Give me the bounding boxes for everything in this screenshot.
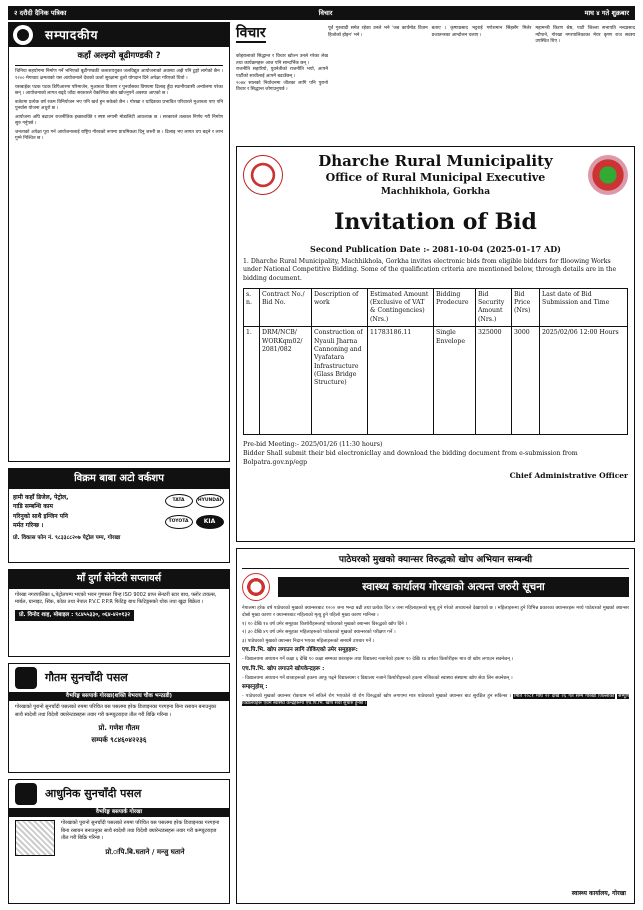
editorial-paragraph: आयोजना अघि बढाउन राजनीतिक इच्छाशक्ति र स्पष्ट लगानी मोडालिटी आवश्यक छ । सरकारले तत्काल निर्णय गरी निर्माण सुरु गर्नुपर्छ । <box>15 114 223 127</box>
left-column <box>8 22 230 904</box>
bid-submission-note: Bidder Shall submit their bid electronicllay and download the bidding document from e-submission from Bolpatra.gov.np/egp <box>243 450 578 467</box>
news-columns-top <box>328 26 635 46</box>
editorial-label: सम्पादकीय <box>45 27 99 42</box>
ad-title: माँ दुर्गा सेनेटरी सप्लायर्स <box>9 570 229 589</box>
ad-body: गोरखाको पुरानो सुनचाँदी पसलको रुपमा परिचित यस पसलमा हरेक डिजाइनका गरगहना बिना रसायन बनाउनुका साथै स्वदेशी तथा विदेशी क्यारेन्टडसहरू तयार गरी कम्प्युटराइज तौल गरी बिक्रि गरिन्छ । <box>15 704 217 718</box>
bid-column-header: Bid Security Amount (Nrs.) <box>476 288 512 326</box>
news-section-label: विचार <box>236 25 266 41</box>
kia-logo-icon: KIA <box>196 515 224 529</box>
editorial-paragraph: चिनिया सहयोगमा निर्माण गर्ने भनिएको बूढीगण्डकी जलाशययुक्त जलविद्युत आयोजनाको अवस्था अझै पनि टुङ्गो लागेको छैन । १२०० मेगावाट क्षमताको यस आयोजनाले देशको ऊर्जा सुरक्षामा ठूलो योगदान दिने अपेक्षा गरिएको थियो । <box>15 69 223 81</box>
bid-cell-description: Construction of Nyauli Jharna Cannoning and Vyafatara Infrastructure (Glass Bridge Structure) <box>312 327 368 435</box>
bid-title: Invitation of Bid <box>334 209 537 236</box>
paper-name: २ दरौदी दैनिक पत्रिका <box>14 8 67 17</box>
health-notice-body <box>242 605 629 707</box>
bid-cell-sn: 1. <box>244 327 260 435</box>
bid-table-header-row <box>244 288 628 326</box>
ad-contact: प्रो. विकास फोन नं. ९८३३८८२०७ पेट्रोल पम्प, गोरखा <box>13 534 121 541</box>
ad-line: हामी कहाँ डिजेल, पेट्रोल, <box>13 493 69 501</box>
hpv-place-text: - विद्यालयमा अध्ययन गर्ने छात्राहरूको हकमा आफू पढ्ने विद्यालयमा र विद्यालय नजाने किशोरीहरूको हकमा नजिकको स्वास्थ्य संस्थामा खोप सेवा लिन सक्नेछन् । <box>242 675 513 681</box>
ad-line: गरिनुको साथै इन्जिन पनि <box>13 512 68 520</box>
reminder-text: - पाठेघरको मुखको क्यान्सर रोकथाम गर्न सकिने रोग भएकोले यो रोग विरुद्धको खोप लगाएमा मात्र पाठेघरको मुखको क्यान्सर बाट सुरक्षित हुन सकिन्छ । <box>242 694 512 700</box>
health-paragraph: नेपालमा हरेक वर्ष पाठेघरको मुखको क्यान्सरबाट १२०० जना भन्दा बढी तथा प्रत्येक दिन ४ जना महिलाहरूको मृत्यु हुने गरेको अध्ययनले देखाएको छ । महिलाहरूमा हुने विभिन्न प्रकारका क्यान्सरहरू मध्ये पाठेघरको मुखको क्यान्सर दोस्रो मुख्य कारण र क्यान्सरबाट महिलाको मृत्यु हुने पहिलो मुख्य कारण मानिन्छ । <box>242 606 629 619</box>
bid-column-header: Bidding Prodecure <box>434 288 476 326</box>
news-columns-left <box>236 54 328 94</box>
tata-logo-icon: TATA <box>165 494 193 508</box>
bid-notice <box>236 146 635 542</box>
editorial-paragraph: बजेटमा प्रत्येक वर्ष रकम विनियोजन भए पनि खर्च हुन सकेको छैन । गोरखा र धादिङका प्रभावित परिवारले मुआब्जा पाए पनि पुनर्वास योजना अधुरो छ । <box>15 99 223 112</box>
ad-line: गाडि सम्बन्धि काम <box>13 503 53 511</box>
ad-contact: प्रो. विनोद शाह, मोबाइल : ९८४५५३३०, ०६४-४२०१३२ <box>15 610 134 621</box>
news-column <box>236 54 328 94</box>
ad-text <box>13 493 163 531</box>
bid-prebid-meeting: Pre-bid Meeting:- 2025/01/26 (11:30 hours) <box>243 441 383 449</box>
news-column: महामन्त्री किरण श्रेष्ठ, पाटी जिल्ला सभापति नन्दप्रसाद न्यौपाने, गोरखा नगरपालिकाका मेयर कृष्ण राज सदस्य उपस्थित थिए । <box>535 26 636 45</box>
page-header-bar <box>8 6 635 20</box>
bid-signature: Chief Administrative Officer <box>509 470 628 480</box>
bid-column-header: Last date of Bid Submission and Time <box>540 288 628 326</box>
health-list-item: ३) पाठेघरको मुखको क्यान्सर निदान भएका महिलाहरूको समयमै उपचार गर्ने । <box>242 638 375 644</box>
bid-publication-date: Second Publication Date :- 2081-10-04 (2025-01-17 AD) <box>310 243 561 254</box>
ad-contact-name: प्रो. गणेश गौतम <box>98 724 140 733</box>
news-paragraph: २०४४ सालको निर्वाचनमा जीतका लागि पनि पुरानो विचार र सिद्धान्त जोगाउनुपर्छ । <box>236 80 328 93</box>
ad-body <box>9 817 229 846</box>
editorial-paragraph: यसबाहेक पटक पटक डिपिआरमा परिमार्जन, मुआब्जा वितरण र पुनर्वासका विषयमा ढिलाइ हुँदा स्थानीयवासी अन्योलमा परेका छन् । आयोजनाको लागत बढ्दै जाँदा सरकारले वैकल्पिक स्रोत खोज्नुपर्ने अवस्था आएको छ । <box>15 84 223 97</box>
health-notice-subtitle: स्वास्थ्य कार्यालय गोरखाको अत्यन्त जरुरी सूचना <box>278 577 629 597</box>
hpv-age-text: - विद्यालयमा अध्ययन गर्ने कक्षा ६ देखि १० कक्षा सम्मका छात्राहरू तथा विद्यालय नजानेको हकमा १० देखि १४ वर्षका किशोरीहरू मात्र यो खोप लगाउन सक्नेछन् । <box>242 657 514 663</box>
news-column: बताए । कृष्णप्रसाद भट्टराई गणेशमान सिंहसँग मिलेर प्रजातन्त्रका आन्दोलन चलाए । <box>431 26 532 38</box>
jewellery-photo <box>15 820 55 856</box>
nepal-emblem-icon <box>242 573 270 601</box>
bid-cell-security: 325000 <box>476 327 512 435</box>
right-column <box>236 22 635 904</box>
bid-office: Office of Rural Municipal Executive <box>325 171 546 185</box>
toyota-logo-icon: TOYOTA <box>165 515 193 529</box>
bid-cell-price: 3000 <box>512 327 540 435</box>
news-section-title <box>236 24 320 43</box>
table-row <box>244 327 628 435</box>
reminder-heading: सम्झनुहोस् : <box>242 684 268 691</box>
ad-title: विक्रम बाबा अटो वर्कशप <box>9 469 229 489</box>
hpv-place-heading: एच.पि.भि. खोप लगाउने खोपकेन्द्रहरू : <box>242 665 325 672</box>
issue-date: माघ ४ गते शुक्रबार <box>584 8 629 17</box>
bid-column-header: s. n. <box>244 288 260 326</box>
ad-contact-phone: सम्पर्क ९८४६०४२२३६ <box>91 735 147 744</box>
editorial-headline: कहाँ अल्झ्यो बूढीगण्डकी ? <box>15 47 223 66</box>
ad-line: मर्मत गरिन्छ । <box>13 522 44 530</box>
bid-table <box>243 288 628 435</box>
bid-intro: 1. Dharche Rural Municipality, Machhikhola, Gorkha invites electronic bids from eligible bidders for flloowing Works under National Competitive Bidding. Some of the qualification criteria are mentioned below, through details are in the bidding document. <box>243 257 617 283</box>
ad-gautam-jewellers <box>8 663 230 773</box>
bid-column-header: Contract No./ Bid No. <box>260 288 312 326</box>
bid-cell-deadline: 2025/02/06 12:00 Hours <box>540 327 628 435</box>
bid-column-header: Description of work <box>312 288 368 326</box>
jewellery-icon <box>15 667 37 689</box>
ad-contact: प्रो.ःपि.बि.घताने / मन्जु घताने <box>105 847 185 856</box>
ad-body-text: गोरखाको पुरानो सुनचाँदी पसलको रुपमा परिचित यस पसलमा हरेक डिजाइनका गरगहना बिना रसायन बनाउनुका साथै स्वदेशी तथा विदेशी क्यारेन्टडसहरू तयार गरी कम्प्युटराइज तौल गरी बिक्रि गरिन्छ । <box>61 820 220 842</box>
bid-cell-contract: DRM/NCB/ WORKqm02/ 2081/082 <box>260 327 312 435</box>
bid-organization: Dharche Rural Municipality <box>318 152 553 170</box>
nepal-emblem-icon <box>243 155 283 195</box>
ad-vikram-workshop <box>8 468 230 563</box>
ad-subtitle: वैभरिङ्ग बसपार्क गोरखा <box>9 808 229 817</box>
municipality-logo-icon <box>588 155 628 195</box>
news-article <box>236 22 635 142</box>
brand-logos <box>163 493 225 531</box>
editorial-body <box>9 66 229 147</box>
health-notice-title: पाठेघरको मुखको क्यान्सर विरुद्धको खोप अभियान सम्बन्धी <box>242 552 629 569</box>
editorial-logo-icon <box>13 25 33 45</box>
ad-durga-sanitary <box>8 569 230 657</box>
ad-title: गौतम सुनचाँदी पसल <box>45 670 128 684</box>
highlight-message: सम्पूर्ण विद्यालयहरू एवम स्वास्थ्य केन्द्रहरूमा एच.पि.भि. खोप सेवा सुचारु हुनेछ । <box>242 694 629 707</box>
highlight-date: मिति २०८१ माघ २२ देखि २६ गते सम्म गोरखा जिल्लाको <box>514 694 615 700</box>
bid-cell-estimate: 11783186.11 <box>368 327 434 435</box>
news-paragraph: राजनीति सहारियो, युवनेतीको राजनीति भयो, आफ्नै पार्टीको साथीलाई आफ्नै बढाउँछन् । <box>236 67 328 79</box>
health-notice-signature: स्वास्थ्य कार्यालय, गोरखा <box>571 889 626 897</box>
bid-column-header: Bid Price (Nrs) <box>512 288 540 326</box>
ad-subtitle: वैभरिङ्ग बसपार्क गोरखा(शक्ति बेभराघ चौक भन्ठाडी) <box>9 692 229 701</box>
ad-aadhunik-jewellers <box>8 779 230 904</box>
ad-title: आधुनिक सुनचाँदी पसल <box>45 786 142 800</box>
health-list-item: २) ३० देखि ४९ वर्ष उमेर समूहका महिलाहरूको पाठेघरको मुखको क्यान्सरको परीक्षण गर्ने । <box>242 630 396 636</box>
editorial-box <box>8 22 230 462</box>
hpv-age-heading: एच.पि.भि. खोप लगाउन लागि तोकिएको उमेर समूहहरू: <box>242 647 358 654</box>
hyundai-logo-icon: HYUNDAI <box>196 494 224 508</box>
bid-location: Machhikhola, Gorkha <box>380 187 491 198</box>
ad-body: गोरखा नगरपालिका ६,पेट्रोलपम्प भएको भवन गुणस्तर चिन्ह ISO 9002 प्राप्त सेनटरी स्टार बाथ, फ्लोर टायल्स, मार्बल, ग्रानाइट, सिंक, कोठा तथा नेपाल P.V.C P.P.R फिटिङ्ग बाथ फिटिङ्गसको थोक तथा खुद्रा बिक्रेता । <box>15 591 217 606</box>
editorial-header <box>9 23 229 47</box>
section-name: विचार <box>318 8 333 17</box>
bid-column-header: Estimated Amount (Exclusive of VAT & Contingencies) (Nrs.) <box>368 288 434 326</box>
health-notice <box>236 548 635 904</box>
health-list-item: १) १० देखि १४ वर्ष उमेर समूहका किशोरीहरूलाई पाठेघरको मुखको क्यान्सर विरुद्धको खोप दिने । <box>242 621 408 627</box>
bid-cell-procedure: Single Envelope <box>434 327 476 435</box>
jewellery-icon <box>15 783 37 805</box>
news-column: पूर्व गुरुवादी समेत रहेका उनले भने 'जब कार्यमोड विजन हिजोको होइन' भने । <box>328 26 428 38</box>
news-paragraph: कोइरालाको सिद्धान्त र विचार खोज्न उनले गरेका लेख तथा कार्यक्रमहरू आज पनि सान्दर्भिक छन् । <box>236 54 328 66</box>
editorial-paragraph: जनताको अपेक्षा पूरा गर्न आयोजनालाई राष्ट्रिय गौरवको रूपमा प्राथमिकता दिनु जरुरी छ । ढिलाइ भए लागत थप बढ्ने र लाभ गुम्ने निश्चित छ । <box>15 129 223 142</box>
